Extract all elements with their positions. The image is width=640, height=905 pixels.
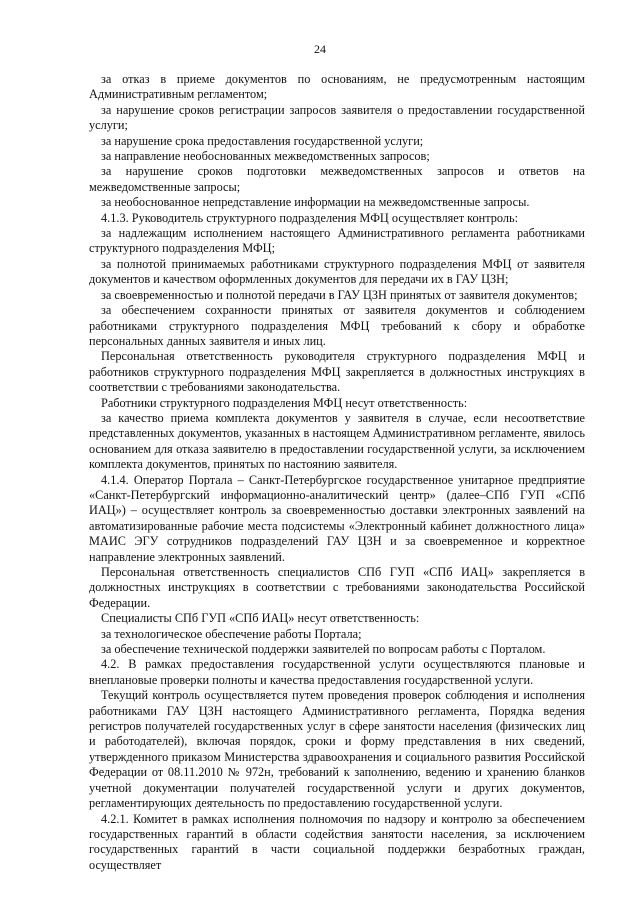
paragraph: за нарушение сроков подготовки межведомственных запросов и ответов на межведомственные запросы; (89, 164, 585, 194)
paragraph: за обеспечением сохранности принятых от заявителя документов и соблюдением работниками структурного подразделения МФЦ требований к сбору и обработке персональных данных заявителя и иных лиц. (89, 303, 585, 348)
section-heading: 4.2. В рамках предоставления государственной услуги осуществляются плановые и внеплановые проверки полноты и качества предоставления государственной услуги. (89, 657, 585, 687)
page-number: 24 (314, 42, 326, 56)
paragraph: за надлежащим исполнением настоящего Административного регламента работниками структурного подразделения МФЦ; (89, 226, 585, 256)
paragraph: за необоснованное непредставление информации на межведомственные запросы. (101, 195, 530, 210)
section-heading: 4.1.3. Руководитель структурного подразделения МФЦ осуществляет контроль: (101, 210, 519, 225)
paragraph: за направление необоснованных межведомственных запросов; (101, 149, 430, 164)
paragraph: за полнотой принимаемых работниками структурного подразделения МФЦ от заявителя документов и качеством оформленных документов для передачи их в ГАУ ЦЗН; (89, 256, 585, 287)
paragraph: Работники структурного подразделения МФЦ несут ответственность: (101, 395, 468, 410)
section-heading: 4.2.1. Комитет в рамках исполнения полномочия по надзору и контролю за обеспечением государственных гарантий в области содействия занятости населения, за исключением государственных гарантий в части социальной поддержки безработных граждан, осуществляет (89, 811, 585, 872)
paragraph: Специалисты СПб ГУП «СПб ИАЦ» несут ответственность: (101, 611, 420, 626)
paragraph: за своевременностью и полнотой передачи в ГАУ ЦЗН принятых от заявителя документов; (101, 287, 578, 302)
paragraph: за нарушение срока предоставления государственной услуги; (101, 133, 424, 148)
paragraph: Текущий контроль осуществляется путем проведения проверок соблюдения и исполнения работниками ГАУ ЦЗН настоящего Административного регламента, Порядка ведения регистров получателей государственных услуг в сфере занятости населения (физических лиц и работодателей), включая порядок, сроки и форму представления в них сведений, утвержденного приказом Министерства здравоохранения и социального развития Российской Федерации от 08.11.2010 № 972н, требований к заполнению, ведению и хранению бланков учетной документации получателей государственной услуги и других документов, регламентирующих деятельность по предоставлению государственной услуги. (89, 688, 585, 811)
paragraph: за нарушение сроков регистрации запросов заявителя о предоставлении государственной услуги; (89, 102, 585, 133)
paragraph: Персональная ответственность специалистов СПб ГУП «СПб ИАЦ» закрепляется в должностных инструкциях в соответствии с требованиями законодательства Российской Федерации. (89, 565, 585, 610)
section-heading: 4.1.4. Оператор Портала – Санкт-Петербургское государственное унитарное предприятие «Санкт-Петербургский информационно-аналитический центр» (далее–СПб ГУП «СПб ИАЦ») – осуществляет контроль за своевременностью доставки электронных заявлений на автоматизированные рабочие места подсистемы «Электронный кабинет должностного лица» МАИС ЭГУ сотрудников подразделений ГАУ ЦЗН и за своевременное и корректное направление электронных заявлений. (89, 472, 585, 564)
document-body (89, 72, 585, 873)
paragraph: за качество приема комплекта документов у заявителя в случае, если несоответствие представленных документов, указанных в настоящем Административном регламенте, явилось основанием для отказа заявителю в предоставлении государственной услуги, за исключением комплекта документов, принятых по настоянию заявителя. (89, 410, 585, 472)
paragraph: Персональная ответственность руководителя структурного подразделения МФЦ и работников структурного подразделения МФЦ закрепляется в должностных инструкциях в соответствии с требованиями законодательства. (89, 349, 585, 395)
paragraph: за отказ в приеме документов по основаниям, не предусмотренным настоящим Административным регламентом; (89, 72, 585, 102)
paragraph: за обеспечение технической поддержки заявителей по вопросам работы с Порталом. (101, 642, 546, 657)
paragraph: за технологическое обеспечение работы Портала; (101, 626, 362, 641)
